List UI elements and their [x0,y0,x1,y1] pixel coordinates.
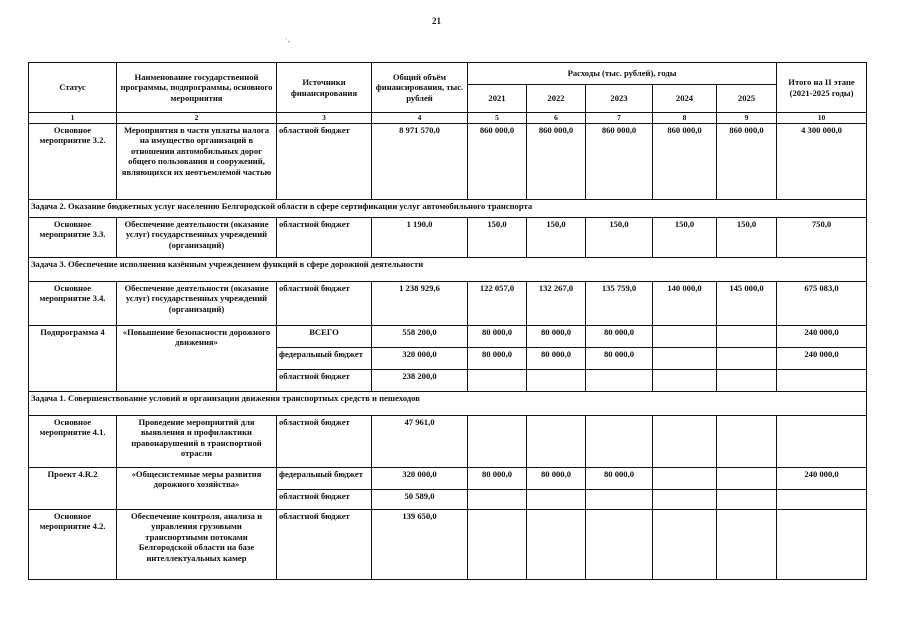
table-row [29,510,867,580]
row-2025 [717,370,777,392]
row-2025 [717,326,777,348]
row-2023: 80 000,0 [586,348,653,370]
row-total: 47 961,0 [372,416,468,468]
row-2022 [527,370,586,392]
col-num: 8 [653,113,717,124]
row-2025: 145 000,0 [717,282,777,326]
row-name: Мероприятия в части уплаты налога на имущество организаций в отношении автомобильных дорог общего пользования и сооружений, являющихся их неотъемлемой частью [117,124,277,200]
row-name: Обеспечение деятельности (оказание услуг) государственных учреждений (организаций) [117,282,277,326]
task-row [29,200,867,218]
row-status: Проект 4.R.2 [29,468,117,510]
col-num: 2 [117,113,277,124]
task-heading: Задача 1. Совершенствование условий и организации движения транспортных средств и пешеходов [29,392,867,416]
row-2025 [717,416,777,468]
row-2023 [586,416,653,468]
row-2025: 860 000,0 [717,124,777,200]
table-row [29,218,867,258]
row-2021 [468,370,527,392]
scan-mark: `- [285,37,291,46]
row-2022: 860 000,0 [527,124,586,200]
task-row [29,392,867,416]
header-status: Статус [29,63,117,113]
row-source: федеральный бюджет [277,468,372,490]
header-year-2023: 2023 [586,85,653,113]
row-stage-total [777,370,867,392]
task-heading: Задача 3. Обеспечение исполнения казённым учреждением функций в сфере дорожной деятельности [29,258,867,282]
col-num: 9 [717,113,777,124]
row-stage-total [777,416,867,468]
row-2023: 860 000,0 [586,124,653,200]
row-2021: 80 000,0 [468,348,527,370]
header-stage-total: Итого на II этапе (2021-2025 годы) [777,63,867,113]
header-year-2022: 2022 [527,85,586,113]
row-status: Основное мероприятие 4.1. [29,416,117,468]
row-total: 1 238 929,6 [372,282,468,326]
col-num: 6 [527,113,586,124]
row-stage-total: 675 083,0 [777,282,867,326]
row-2021: 80 000,0 [468,468,527,490]
table-row [29,468,867,490]
header-year-2024: 2024 [653,85,717,113]
row-source: федеральный бюджет [277,348,372,370]
row-status: Основное мероприятие 4.2. [29,510,117,580]
row-status: Основное мероприятие 3.2. [29,124,117,200]
row-total: 139 650,0 [372,510,468,580]
row-source: областной бюджет [277,282,372,326]
task-row [29,258,867,282]
row-2024: 140 000,0 [653,282,717,326]
budget-table [28,62,867,580]
row-source: ВСЕГО [277,326,372,348]
header-total-volume: Общий объём финансирования, тыс. рублей [372,63,468,113]
row-2021: 122 057,0 [468,282,527,326]
row-2022: 132 267,0 [527,282,586,326]
row-2021 [468,510,527,580]
row-2024: 860 000,0 [653,124,717,200]
row-2024 [653,326,717,348]
row-2024 [653,490,717,510]
row-2021 [468,490,527,510]
row-total: 320 000,0 [372,468,468,490]
row-2021: 80 000,0 [468,326,527,348]
row-name: Обеспечение контроля, анализа и управления грузовыми транспортными потоками Белгородской области на базе интеллектуальных камер [117,510,277,580]
row-source: областной бюджет [277,416,372,468]
row-2023: 135 759,0 [586,282,653,326]
row-2025 [717,510,777,580]
col-num: 3 [277,113,372,124]
row-2024 [653,510,717,580]
row-2023: 150,0 [586,218,653,258]
page-number: 21 [432,16,441,26]
row-2022 [527,510,586,580]
table-row [29,416,867,468]
row-source: областной бюджет [277,124,372,200]
row-2022: 80 000,0 [527,326,586,348]
row-total: 50 589,0 [372,490,468,510]
col-num: 5 [468,113,527,124]
row-name: Проведение мероприятий для выявления и профилактики правонарушений в транспортной отрасли [117,416,277,468]
row-2023 [586,370,653,392]
row-stage-total [777,510,867,580]
row-stage-total: 750,0 [777,218,867,258]
row-source: областной бюджет [277,490,372,510]
row-status: Основное мероприятие 3.3. [29,218,117,258]
row-2022: 80 000,0 [527,468,586,490]
row-source: областной бюджет [277,510,372,580]
row-2021 [468,416,527,468]
row-2025 [717,490,777,510]
row-2024: 150,0 [653,218,717,258]
header-expenses-group: Расходы (тыс. рублей), годы [468,63,777,85]
table-row [29,124,867,200]
col-num: 1 [29,113,117,124]
row-source: областной бюджет [277,218,372,258]
row-name: Обеспечение деятельности (оказание услуг) государственных учреждений (организаций) [117,218,277,258]
row-2025 [717,468,777,490]
row-name: «Общесистемные меры развития дорожного хозяйства» [117,468,277,510]
row-2025: 150,0 [717,218,777,258]
row-2024 [653,370,717,392]
col-num: 7 [586,113,653,124]
row-stage-total: 240 000,0 [777,468,867,490]
col-num: 4 [372,113,468,124]
row-2023: 80 000,0 [586,326,653,348]
row-total: 8 971 570,0 [372,124,468,200]
table-row [29,326,867,348]
col-num: 10 [777,113,867,124]
header-name: Наименование государственной программы, подпрограммы, основного мероприятия [117,63,277,113]
row-total: 558 200,0 [372,326,468,348]
row-2022 [527,416,586,468]
task-heading: Задача 2. Оказание бюджетных услуг населению Белгородской области в сфере сертификации услуг автомобильного транспорта [29,200,867,218]
row-status: Основное мероприятие 3.4. [29,282,117,326]
column-number-row [29,113,867,124]
row-2024 [653,468,717,490]
header-year-2021: 2021 [468,85,527,113]
row-2021: 860 000,0 [468,124,527,200]
row-stage-total: 4 300 000,0 [777,124,867,200]
header-sources: Источники финансирования [277,63,372,113]
row-stage-total: 240 000,0 [777,326,867,348]
row-total: 320 000,0 [372,348,468,370]
row-2022: 150,0 [527,218,586,258]
row-2024 [653,348,717,370]
row-name: «Повышение безопасности дорожного движения» [117,326,277,392]
row-2025 [717,348,777,370]
row-total: 238 200,0 [372,370,468,392]
row-2024 [653,416,717,468]
row-2022 [527,490,586,510]
row-source: областной бюджет [277,370,372,392]
row-2023: 80 000,0 [586,468,653,490]
row-2023 [586,510,653,580]
row-2023 [586,490,653,510]
row-stage-total: 240 000,0 [777,348,867,370]
row-2022: 80 000,0 [527,348,586,370]
row-stage-total [777,490,867,510]
row-2021: 150,0 [468,218,527,258]
row-total: 1 190,0 [372,218,468,258]
row-status: Подпрограмма 4 [29,326,117,392]
table-row [29,282,867,326]
header-year-2025: 2025 [717,85,777,113]
